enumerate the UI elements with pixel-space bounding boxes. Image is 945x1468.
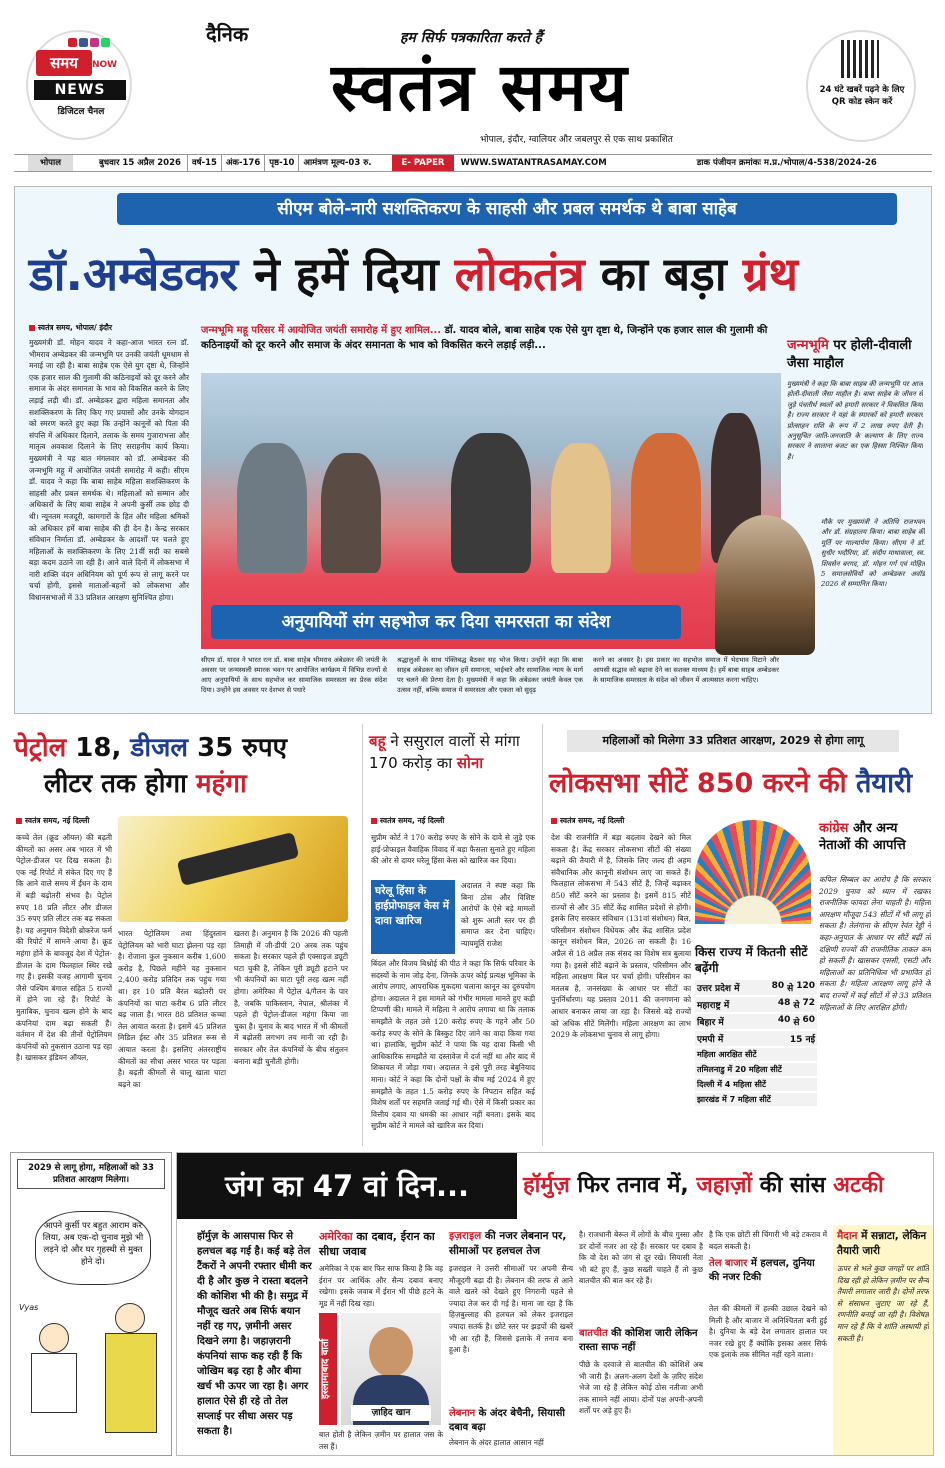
- dateline-bar: [14, 154, 932, 172]
- headline-gave-us: ने हमें दिया: [254, 247, 439, 301]
- war-headline-right: [523, 1153, 935, 1219]
- petrol-byline-text: स्वतंत्र समय, नई दिल्ली: [25, 816, 90, 825]
- bahu-byline: [371, 816, 444, 826]
- israel-word: इज़राइल: [449, 1230, 482, 1242]
- oil-market-word: तेल बाजार: [709, 1258, 748, 1269]
- row-extra1: महिला आरक्षित सीटें: [695, 1048, 817, 1061]
- bahu-body3: बिंदल और विजय बिश्नोई की पीठ ने कहा कि सिर्फ परिवार के सदस्यों के नाम जोड़ देना, जिनके ऊपर कोई प्रत्यक्ष भूमिका के आरोप लगाए, आपराधिक मुकदमा चलाना कानून का दुरुपयोग होगा। अदालत ने इस मामले को गंभीर मामला मानते हुए कड़ी टिप्पणी की। मामले में महिला ने आरोप लगाया था कि तलाक समझौते के तहत उसे 120 करोड़ रुपए के गहने और 50 करोड़ रुपए के सोने के बिस्कुट दिए जाने का वादा किया गया था। हालांकि, सुप्रीम कोर्ट ने पाया कि यह दावा किसी भी आधिकारिक समझौते या दस्तावेज में दर्ज नहीं था और बाद में शिकायत में जोड़ा गया। अदालत ने इसे पूरी तरह बेबुनियाद माना। कोर्ट ने कहा कि दोनों पक्षों के बीच मई 2024 में हुए समझौते के तहत 1.5 करोड़ रुपए के निपटान सहित कई विशेष शर्तों पर सहमति जताई गई थी। ऐसे में किसी प्रकार का वित्तीय दबाव या धमकी का आधार नहीं बनता। इसके बाद सुप्रीम कोर्ट ने मामले को खारिज कर दिया।: [371, 959, 535, 1131]
- fuel-nozzle-image: [118, 816, 348, 922]
- lead-side-title: [787, 337, 927, 373]
- headline-ambedkar: डॉ.अम्बेडकर: [29, 247, 239, 301]
- seat-row: [695, 980, 817, 995]
- war-col3-sub: [449, 1407, 573, 1435]
- masthead: [0, 0, 945, 152]
- lead-side-body2: मौके पर मुख्यमंत्री ने अतिथि राजभवन और डॉ. संग्रहालय किया। बाबा साहेब की मूर्ति पर माल्यार्पण किया। सीएम ने डॉ. सुधीर भदौरिया, डॉ. संदीप माथावाला, स्व. शिवसेन बरगद, डॉ. मोहन गर्ग एवं मोहित 5 समाजसेवियों को अम्बेडकर अवॉर्ड 2026 से सम्मानित किया।: [821, 518, 925, 589]
- war-col6: [833, 1225, 933, 1455]
- seat-row-new: 15 नई: [789, 1035, 815, 1045]
- petrol-headline: [14, 730, 354, 802]
- war-col2-rest: का दबाव, ईरान का सीधा जवाब: [319, 1230, 435, 1258]
- lead-subhead-rest: डॉ. यादव बोले, बाबा साहेब एक ऐसे युग दृष्टा थे, जिन्होंने एक हजार साल की गुलामी की कठिनाइयों को दूर करने और समाज के अंदर समानता के भाव को विकसित करने लड़ाई लड़ी...: [201, 325, 768, 351]
- dateline-date: बुधवार 15 अप्रैल 2026: [98, 158, 181, 168]
- congress-side-title: [819, 820, 931, 854]
- side-title-red: जन्मभूमि: [787, 338, 829, 353]
- parliament-seat-graphic: [695, 820, 811, 924]
- bahu-box: घरेलू हिंसा के हाईप्रोफाइल केस में दावा खारिज: [371, 880, 455, 954]
- seat-row-new: 120: [796, 981, 815, 991]
- seats-table: [695, 944, 817, 1140]
- lead-story: [14, 186, 932, 714]
- bahu-body2: अदालत ने स्पष्ट कहा कि बिना ठोस और विशिष्ट आरोपों के ऐसे बड़े मामलों को शुरू आती स्तर पर ही समाप्त कर देना चाहिए। न्यायमूर्ति राजेश: [461, 881, 535, 948]
- talks-word: बातचीत: [579, 1328, 608, 1339]
- seat-row: [695, 1031, 817, 1046]
- loksabha-byline: [551, 816, 624, 826]
- war-col3-title: [449, 1229, 573, 1259]
- lead-byline-text: स्वतंत्र समय, भोपाल/ इंदौर: [38, 323, 113, 332]
- seat-row-new: 60: [802, 1015, 815, 1025]
- channel-logo[interactable]: [26, 30, 132, 140]
- seat-row-state: एमपी में: [697, 1035, 724, 1045]
- cartoon[interactable]: [10, 1152, 172, 1456]
- petrol-line2: लीटर तक होगा: [44, 769, 187, 799]
- masthead-editions: भोपाल, इंदौर, ग्वालियर और जबलपुर से एक साथ प्रकाशित: [480, 135, 673, 145]
- social-icons: [68, 38, 118, 48]
- lead-body: मुख्यमंत्री डॉ. मोहन यादव ने कहा-आज भारत रत्न डॉ. भीमराव अम्बेडकर की जन्मभूमि पर उनकी जयंती धूमधाम से मनाई जा रही है। बाबा साहेब एक ऐसे युग दृष्टा थे, जिन्होंने एक हजार साल की गुलामी की कठिनाइयों को दूर करने और समाज के अंदर समानता के भाव को विकसित करने के लिए लड़ाई लड़ी थी। डॉ. अम्बेडकर द्वारा महिला समानता और सशक्तिकरण के लिए किए गए प्रयासों और उनके योगदान को स्मरण करते हुए कहा कि उन्होंने कानूनों को पिता की संपत्ति में अधिकार दिलाने, तलाक के समय गुजाराभत्ता और मातृत्व अवकाश दिलाने के लिए सराहनीय कार्य किया। मुख्यमंत्री ने यह बात मंगलवार को डॉ. अम्बेडकर की जन्मभूमि महू में आयोजित जयंती समारोह में कही। सीएम डॉ. यादव ने कहा कि बाबा साहेब महिला सशक्तिकरण के साहसी और प्रबल समर्थक थे। महिलाओं को सम्मान और अधिकारों के लिए बाबा साहेब ने अपनी कुर्सी तक छोड़ दी थी। न्यूनतम मजदूरी, कामगारों के हित और महिला श्रमिकों को अधिकार हमें बाबा साहेब की ही देन है। केन्द्र सरकार संविधान निर्माता डॉ. अम्बेडकर के आदर्शों पर चलते हुए महिलाओं के सशक्तिकरण के लिए 21वीं सदी का सबसे बड़ा कदम उठाने जा रही है। आने वाले दिनों में लोकसभा में नारी शक्ति वंदन अधिनियम को पूर्ण रूप से लागू करने पर चर्चा होगी, इससे माताओं-बहनों को लोकसभा और विधानसभाओं में 33 प्रतिशत आरक्षण सुनिश्चित होगा।: [29, 338, 189, 603]
- petrol-body2: भारत पेट्रोलियम तथा हिंदुस्तान पेट्रोलियम को भारी घाटा झेलना पड़ रहा है। रोजाना कुल नुकसान करीब 1,600 करोड़ है, पिछले महीने यह नुकसान 2,400 करोड़ प्रतिदिन तक पहुंच गया था। हर 10 प्रति बैरल बढ़ोतरी पर कंपनियों का घाटा करीब 6 प्रति लीटर बढ़ जाता है। भारत 88 प्रतिशत कच्चा तेल आयात करता है। इसमें 45 प्रतिशत मिडिल ईस्ट और 35 प्रतिशत रूस से आयात करता है। इसलिए अंतरराष्ट्रीय कीमतों का सीधा असर भारत पर पड़ता है। बढ़ती कीमतों से चालू खाता घाटा बढ़ने का: [118, 929, 226, 1089]
- seat-row-old: 40: [777, 1015, 791, 1025]
- war-col4-body: है। राजधानी बेरूत में लोगों के बीच गुस्सा और डर दोनों नजर आ रहे हैं। सरकार पर दबाव है कि वो देश को जंग से दूर रखे। सियासी नेता भी बंटे हुए हैं, कुछ सख्ती चाहते हैं तो कुछ बातचीत की बात कर रहे हैं।: [579, 1230, 703, 1286]
- war-col4-sub-body: पीछे के दरवाजे से बातचीत की कोशिशें अब भी जारी हैं। अलग-अलग देशों के ज़रिए संदेश भेजे जा रहे हैं लेकिन कोई ठोस नतीजा अभी तक सामने नहीं आया। दोनों पक्ष अपनी-अपनी शर्तों पर अड़े हुए हैं।: [579, 1360, 703, 1416]
- field-word: मैदान: [837, 1230, 858, 1242]
- website-link[interactable]: WWW.SWATANTRASAMAY.COM: [460, 158, 607, 168]
- war-ships: जहाज़ों: [696, 1173, 753, 1198]
- bahu-headline-rest: ने ससुराल वालों से मांगा 170 करोड़ का: [369, 732, 520, 772]
- seat-row-old: 80: [771, 981, 785, 991]
- statue-photo[interactable]: [715, 515, 815, 655]
- war-col4-sub: [579, 1327, 703, 1355]
- petrol-costly: महंगा: [195, 769, 247, 799]
- headline-big: का बड़ा: [600, 247, 727, 301]
- logo-samay: समय: [36, 50, 92, 76]
- row-extra4: झारखंड में 7 महिला सीटें: [695, 1093, 817, 1106]
- headline-democracy: लोकतंत्र: [454, 247, 585, 301]
- byline-marker: [371, 818, 377, 824]
- caption-col3: करने का अवसर है। इस प्रकार का सहभोज समाज में भेदभाव मिटाने और आपसी सद्भाव को बढ़ावा देने का सशक्त माध्यम है। हमें बाबा साहब अम्बेडकर के सामाजिक समरसता के संदेश को जीवन में आत्मसात करना चाहिए।: [593, 656, 779, 684]
- loksabha-story: [542, 724, 934, 1146]
- seat-row: [695, 1014, 817, 1029]
- lead-kicker: सीएम बोले-नारी सशक्तिकरण के साहसी और प्रबल समर्थक थे बाबा साहेब: [117, 193, 897, 225]
- photo-banner: अनुयायियों संग सहभोज कर दिया समरसता का संदेश: [211, 605, 681, 639]
- qr-code-icon: [841, 40, 879, 78]
- war-col3-rest: की नजर लेबनान पर, सीमाओं पर हलचल तेज: [449, 1230, 567, 1257]
- diesel-word: डीजल: [130, 733, 188, 763]
- seats-table-title: किस राज्य में कितनी सीटें बढ़ेंगी: [695, 945, 808, 975]
- war-col4-sub-rest: की कोशिश जारी लेकिन रास्ता साफ नहीं: [579, 1328, 698, 1353]
- war-col5-sub: [709, 1257, 827, 1285]
- seat-row-to: से: [787, 984, 794, 994]
- war-lead-text: हॉर्मुज़ के आसपास फिर से हलचल बढ़ गई है। कई बड़े तेल टैंकरों ने अपनी रफ्तार धीमी कर दी है और कुछ ने रास्ता बदलने की कोशिश भी की है। समुद्र में मौजूद खतरे अब सिर्फ बयान नहीं रह गए, ज़मीनी असर दिखने लगा है। जहाज़रानी कंपनियां साफ कह रही हैं कि जोखिम बढ़ रहा है और बीमा खर्च भी ऊपर जा रहा है। अगर हालात ऐसे ही रहे तो तेल सप्लाई पर सीधा असर पड़ सकता है।: [197, 1231, 312, 1437]
- cartoon-signature: Vyas: [19, 1303, 39, 1312]
- loksabha-make: करने की: [762, 768, 847, 799]
- war-col6-title: [837, 1229, 929, 1259]
- petrol-story: [10, 724, 356, 1146]
- caption-col1: सीएम डॉ. यादव ने भारत रत्न डॉ. बाबा साहेब भीमराव अंबेडकर की जयंती के अवसर पर जन्मस्थली स्मारक भवन पर आयोजित कार्यक्रम में विभिन्न राज्यों से आए अनुयायियों के साथ सहभोज कर सामाजिक समरसता का प्रेरक संदेश दिया। उन्होंने इस अवसर पर देशभर से पधारे: [201, 656, 387, 694]
- caption-col2: श्रद्धालुओं के साथ पंक्तिबद्ध बैठकर सह भोज किया। उन्होंने कहा कि बाबा साहब अंबेडकर का जीवन हमें समानता, भाईचारे और सामाजिक न्याय के मार्ग पर चलने की प्रेरणा देता है। मुख्यमंत्री ने कहा कि अंबेडकर जयंती केवल एक उत्सव नहीं, बल्कि समाज में समरसता और एकता को सुदृढ़: [397, 656, 583, 694]
- epaper-badge[interactable]: E- PAPER: [392, 155, 455, 171]
- bahu-body1: सुप्रीम कोर्ट ने 170 करोड़ रुपए के सोने के दावे से जुड़े एक हाई-प्रोफाइल वैवाहिक विवाद में बड़ा फैसला सुनाते हुए महिला की ओर से दायर घरेलू हिंसा केस को खारिज कर दिया।: [371, 833, 535, 866]
- seat-row-to: से: [793, 1018, 800, 1028]
- seat-row-to: से: [793, 1001, 800, 1011]
- congress-rest: और अन्य नेताओं की आपत्ति: [819, 821, 906, 853]
- loksabha-kicker: महिलाओं को मिलेगा 33 प्रतिशत आरक्षण, 2029 से होगा लागू: [567, 730, 899, 752]
- masthead-daily: दैनिक: [206, 22, 249, 46]
- lead-subhead-red: जन्मभूमि महू परिसर में आयोजित जयंती समारोह में हुए शामिल...: [201, 325, 442, 336]
- war-tension: फिर तनाव में,: [577, 1173, 689, 1198]
- headline-granth: ग्रंथ: [742, 247, 799, 301]
- war-col2-title: [319, 1229, 443, 1259]
- qr-text: 24 घंटे खबरें पढ़ने के लिए QR कोड स्केन करें: [819, 85, 905, 107]
- war-stuck: अटकी: [833, 1173, 884, 1198]
- war-headline: [177, 1153, 935, 1219]
- lebanon-word: लेबनान: [449, 1408, 476, 1419]
- cartoon-caption: 2029 से लागू होगा, महिलाओं को 33 प्रतिशत आरक्षण मिलेगा।: [17, 1159, 165, 1189]
- seat-row-old: 48: [777, 998, 791, 1008]
- lead-side-body: मुख्यमंत्री ने कहा कि बाबा साहब की जन्मभूमि पर आज होली-दीवाली जैसा माहौल है। बाबा साहेब के जीवन से जुड़े पंचतीर्थ स्थलों को हमारी सरकार ने विकसित किया है। राज्य सरकार ने यहां के स्मारकों को हमारी सरकार प्रोत्साहन राशि के रूप में 2 लाख रुपए देती है। अनुसूचित जाति-जनजाति के कल्याण के लिए राज्य सरकार ने सालाना बजट का एक हिस्सा निश्चित किया है।: [787, 380, 923, 461]
- lead-photo[interactable]: [201, 373, 781, 649]
- petrol-word: पेट्रोल: [14, 733, 67, 763]
- cartoon-man: [21, 1323, 81, 1443]
- dateline-city: भोपाल: [28, 155, 73, 171]
- zahid-khan-photo[interactable]: [341, 1313, 441, 1425]
- byline-marker: [29, 325, 35, 331]
- war-story: [176, 1152, 934, 1456]
- cartoon-bubble: आपने कुर्सी पर बहुत आराम कर लिया, अब एक-दो चुनाव मुझे भी लड़ने दो और घर गृहस्थी से मुक्त होने दो।: [35, 1211, 151, 1285]
- loksabha-prep: तैयारी: [856, 768, 913, 799]
- petrol-body1: कच्चे तेल (क्रूड ऑयल) की बढ़ती कीमतों का असर अब भारत में भी पेट्रोल-डीजल पर दिख सकता है। एक नई रिपोर्ट में संकेत दिए गए हैं कि आने वाले समय में ईंधन के दाम में बड़ी बढ़ोतरी संभव है। पेट्रोल रुपए 18 प्रति लीटर और डीजल 35 रुपए प्रति लीटर तक बढ़ सकता है। यह अनुमान विदेशी ब्रोकरेज फर्म की रिपोर्ट में सामने आया है। क्रूड महंगा होने के बावजूद देश में पेट्रोल-डीजल के दाम फिलहाल स्थिर रखे गए हैं। इसकी वजह आगामी चुनाव जैसे पश्चिम बंगाल सहित 5 राज्यों में होने जा रहे हैं। रिपोर्ट के मुताबिक, चुनाव खत्म होने के बाद कंपनियां दाम बढ़ा सकती हैं। वर्तमान में देश की तीनों पेट्रोलियम कंपनियों को नुकसान उठाना पड़ रहा है। खासकर इंडियन ऑयल,: [16, 833, 112, 1063]
- dateline-issue: अंक-176: [221, 155, 264, 171]
- lead-headline: [29, 231, 919, 317]
- bahu-headline: [369, 730, 533, 774]
- row-extra2: तमिलनाडु में 20 महिला सीटें: [695, 1063, 817, 1076]
- war-col6-body: ऊपर से भले कुछ जगहों पर शांति दिख रही हो लेकिन ज़मीन पर सैन्य तैयारी लगातार जारी है। दोनों तरफ से संसाधन जुटाए जा रहे हैं, रणनीति बनाई जा रही है। विशेषज्ञ मान रहे हैं कि ये शांति अस्थायी हो सकती है।: [837, 1264, 929, 1343]
- war-col5-body: है कि एक छोटी सी चिंगारी भी बड़े टकराव में बदल सकती है।: [709, 1230, 827, 1251]
- loksabha-seats: लोकसभा सीटें: [549, 768, 688, 799]
- masthead-title: स्वतंत्र समय: [331, 49, 629, 126]
- war-col5-sub-body: तेल की कीमतों में हल्की उछाल देखने को मिली है और बाजार में अनिश्चितता बनी हुई है। दुनिया के बड़े देश लगातार हालात पर नजर रखे हुए हैं क्योंकि इसका असर सिर्फ एक इलाके तक सीमित नहीं रहने वाला।: [709, 1304, 827, 1360]
- war-col3-sub-body: लेबनान के अंदर हालात आसान नहीं: [449, 1438, 544, 1447]
- congress-word: कांग्रेस: [819, 821, 849, 836]
- byline-marker: [16, 818, 22, 824]
- seat-row-state: बिहार में: [697, 1018, 724, 1028]
- bahu-gold: सोना: [456, 754, 484, 772]
- side-title-rest: पर होली-दीवाली जैसा माहौल: [787, 338, 912, 371]
- war-headline-left: जंग का 47 वां दिन...: [177, 1153, 517, 1219]
- seat-row-state: महाराष्ट्र में: [697, 1001, 730, 1011]
- seat-row-new: 72: [802, 998, 815, 1008]
- war-col3-sub-rest: के अंदर बेचैनी, सियासी दबाव बढ़ा: [449, 1408, 565, 1433]
- war-col2b-body: बात होती है लेकिन ज़मीन पर हालात जस के तस हैं।: [319, 1430, 443, 1451]
- lead-subhead: [201, 323, 781, 369]
- loksabha-body: देश की राजनीति में बड़ा बदलाव देखने को मिल सकता है। केंद्र सरकार लोकसभा सीटों की संख्या बढ़ाने की तैयारी में है, जिसके लिए जल्द ही अहम संवैधानिक और कानूनी संशोधन लाए जा सकते हैं। फिलहाल लोकसभा में 543 सीटें हैं, जिन्हें बढ़ाकर 850 सीटें करने का प्रस्ताव है। इसमें 815 सीटें राज्यों से और 35 सीटें केंद्र शासित प्रदेशों से होंगी। इसके लिए सरकार संविधान (131वां संशोधन) बिल, परिसीमन संशोधन विधेयक और केंद्र शासित प्रदेश कानून संशोधन बिल, 2026 ला सकती है। 16 अप्रैल से 18 अप्रैल तक संसद का विशेष सत्र बुलाया गया है। इससे सीटें बढ़ाने के प्रस्ताव, परिसीमन और महिला आरक्षण बिल पर चर्चा होगी। परिसीमन का मतलब है, जनसंख्या के आधार पर सीटों का पुनर्निर्धारण। यह प्रस्ताव 2011 की जनगणना को आधार बनाकर लाया जा रहा है। जिससे बड़े राज्यों को अधिक सीटें मिलेंगी। महिला आरक्षण का लाभ 2029 के लोकसभा चुनाव से लागू होगा।: [551, 833, 691, 1040]
- dateline-price: आमंत्रण मूल्य-03 रु.: [298, 155, 375, 171]
- petrol-body3: खतरा है। अनुमान है कि 2026 की पहली तिमाही में जी-डीपी 20 अरब तक पहुंच सकता है। सरकार पहले ही एक्साइज ड्यूटी घटा चुकी है, लेकिन पूरी ड्यूटी हटाने पर भी कंपनियों का घाटा पूरी तरह खत्म नहीं होगा। अमेरिका में पेट्रोल 4/गैलन के पार है, जबकि पाकिस्तान, नेपाल, श्रीलंका में पहले ही पेट्रोल-डीजल महंगा किया जा चुका है। चुनाव के बाद भारत में भी कीमतों में बढ़ोतरी लगभग तय मानी जा रही है। सरकार और तेल कंपनियों के बीच संतुलन बनाना बड़ी चुनौती होगी।: [234, 929, 348, 1066]
- diesel-35: 35 रुपए: [197, 733, 287, 763]
- loksabha-byline-text: स्वतंत्र समय, नई दिल्ली: [560, 816, 625, 825]
- bahu-byline-text: स्वतंत्र समय, नई दिल्ली: [380, 816, 445, 825]
- photo-caption: ज़ाहिद खान: [351, 1405, 431, 1421]
- petrol-byline: [16, 816, 89, 826]
- hormuz-word: हॉर्मुज़: [523, 1173, 570, 1198]
- bahu-word: बहू: [369, 732, 386, 750]
- lead-byline: [29, 323, 112, 333]
- cartoon-woman: [101, 1303, 161, 1443]
- byline-marker: [551, 818, 557, 824]
- petrol-18: 18,: [75, 733, 122, 763]
- islamabad-talks-label: इस्लामाबाद वार्ता: [319, 1313, 337, 1425]
- postal-number: डाक पंजीयन क्रमांकः म.प्र./भोपाल/4-538/2024-26: [696, 158, 877, 168]
- loksabha-headline: [549, 762, 933, 806]
- congress-side-body: कपिल सिब्बल का आरोप है कि सरकार 2029 चुनाव को ध्यान में रखकर राजनीतिक फायदा लेना चाहती है। महिला आरक्षण मौजूदा 543 सीटों में भी लागू हो सकता है। तेलंगाना के सीएम रेवंत रेड्डी ने कहा-अनुपात के आधार पर सीटें बढ़ीं तो दक्षिणी राज्यों की राजनीतिक ताकत कम हो सकती है। खासकर एससी, एसटी और महिलाओं का प्रतिनिधित्व भी प्रभावित हो सकता है। महिला आरक्षण लागू होने के बाद राज्यों में कई सीटों में से 33 प्रतिशत महिलाओं के लिए आरक्षित होंगी।: [819, 875, 931, 1012]
- seat-row: [695, 997, 817, 1012]
- war-col5-sub-rest: में हलचल, दुनिया की नजर टिकी: [709, 1258, 815, 1283]
- war-col6-rest: में सन्नाटा, लेकिन तैयारी जारी: [837, 1230, 927, 1257]
- row-extra3: दिल्ली में 4 महिला सीटें: [695, 1078, 817, 1091]
- bahu-story: [362, 724, 536, 1146]
- dateline-year: वर्ष-15: [187, 155, 221, 171]
- war-col3-body: इजराइल ने उत्तरी सीमाओं पर अपनी सैन्य मौजूदगी बढ़ा दी है। लेबनान की तरफ से आने वाले खतरे को देखते हुए निगरानी पहले से ज्यादा तेज कर दी गई है। माना जा रहा है कि हिज़बुल्लाह की हलचल को लेकर इजराइल ज्यादा सतर्क है। छोटे स्तर पर झड़पों की खबरें भी आ रही हैं, जिससे इलाके में तनाव बना हुआ है।: [449, 1264, 573, 1355]
- logo-caption: डिजिटल चैनल: [57, 107, 105, 117]
- logo-now: NOW: [92, 60, 118, 70]
- war-col2-body: अमेरिका ने एक बार फिर साफ किया है कि वह ईरान पर आर्थिक और सैन्य दबाव बनाए रखेगा। इसके जवाब में ईरान भी पीछे हटने के मूड में नहीं दिख रहा।: [319, 1264, 443, 1308]
- qr-badge[interactable]: [806, 30, 916, 142]
- loksabha-850: 850: [696, 768, 754, 799]
- dateline-pages: पृष्ठ-10: [264, 155, 298, 171]
- usa-word: अमेरिका: [319, 1230, 353, 1243]
- war-breath: की सांस: [759, 1173, 826, 1198]
- logo-news: NEWS: [34, 80, 126, 100]
- seat-row-state: उत्तर प्रदेश में: [697, 984, 740, 994]
- masthead-tagline: हम सिर्फ पत्रकारिता करते हैं: [400, 30, 543, 46]
